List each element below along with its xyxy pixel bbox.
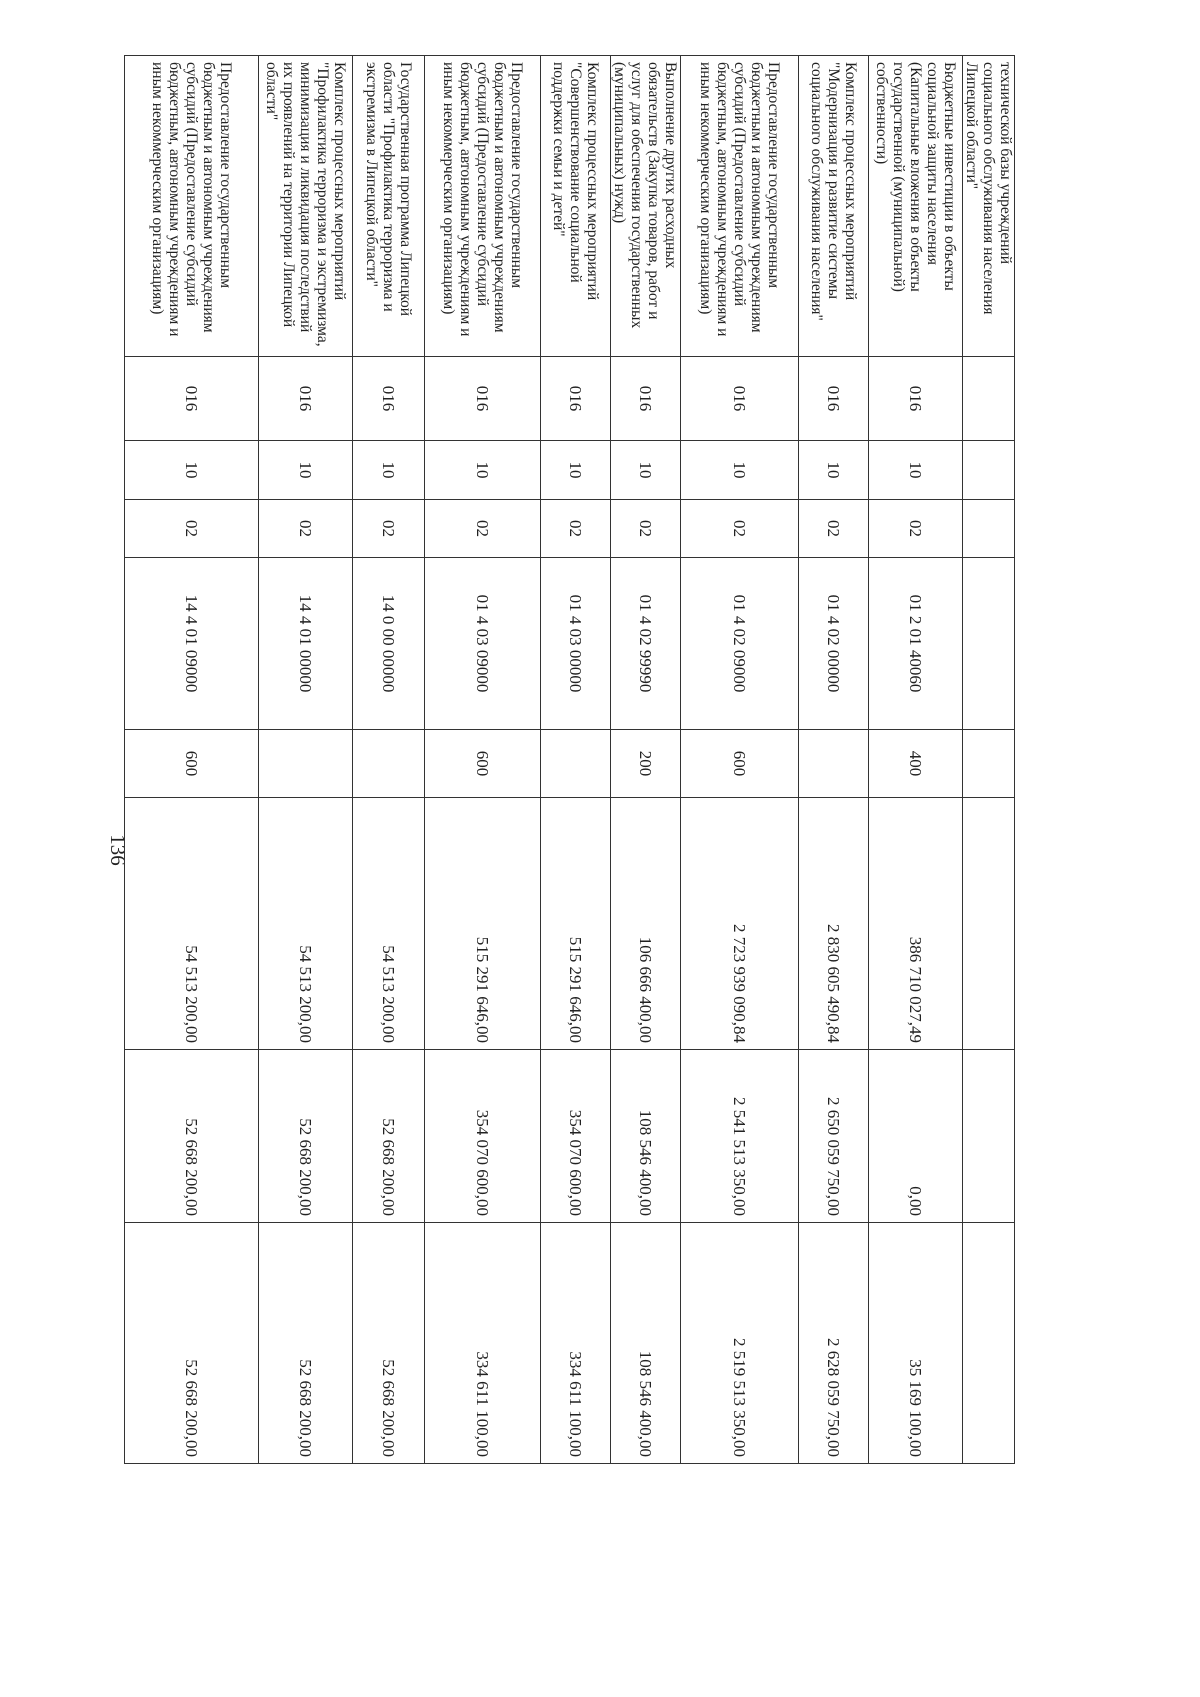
gr-code: 016 xyxy=(869,357,963,441)
target-article-code: 01 4 02 09000 xyxy=(681,558,799,730)
budget-table xyxy=(124,55,1015,1464)
expense-type-code: 600 xyxy=(425,730,541,798)
table-row xyxy=(681,56,799,1464)
target-article-code: 14 4 01 00000 xyxy=(259,558,353,730)
amount-year-1: 106 666 400,00 xyxy=(611,798,681,1050)
table-row xyxy=(353,56,425,1464)
amount-year-2: 2 650 059 750,00 xyxy=(799,1050,869,1223)
gr-code: 016 xyxy=(799,357,869,441)
subsection-code: 02 xyxy=(353,500,425,558)
amount-year-3: 2 628 059 750,00 xyxy=(799,1223,869,1464)
amount-year-1: 54 513 200,00 xyxy=(259,798,353,1050)
target-article-code: 01 4 02 99990 xyxy=(611,558,681,730)
target-article-code: 01 2 01 40060 xyxy=(869,558,963,730)
gr-code: 016 xyxy=(541,357,611,441)
row-name: Комплекс процессных мероприятий "Совершенствование социальной поддержки семьи и детей" xyxy=(541,56,611,357)
row-name: Бюджетные инвестиции в объекты социальной защиты населения (Капитальные вложения в объекты государственной (муниципальной) собственности) xyxy=(869,56,963,357)
subsection-code: 02 xyxy=(611,500,681,558)
amount-year-3 xyxy=(963,1223,1015,1464)
table-row xyxy=(125,56,259,1464)
expense-type-code: 600 xyxy=(681,730,799,798)
target-article-code: 01 4 02 00000 xyxy=(799,558,869,730)
expense-type-code xyxy=(259,730,353,798)
row-name: Предоставление государственным бюджетным и автономным учреждениям субсидий (Предоставление субсидий бюджетным, автономным учреждениям и иным некоммерческим организациям) xyxy=(681,56,799,357)
target-article-code: 14 0 00 00000 xyxy=(353,558,425,730)
amount-year-3: 334 611 100,00 xyxy=(541,1223,611,1464)
amount-year-2: 52 668 200,00 xyxy=(259,1050,353,1223)
gr-code: 016 xyxy=(611,357,681,441)
amount-year-3: 2 519 513 350,00 xyxy=(681,1223,799,1464)
amount-year-2: 0,00 xyxy=(869,1050,963,1223)
amount-year-3: 108 546 400,00 xyxy=(611,1223,681,1464)
row-name: Комплекс процессных мероприятий "Модернизация и развитие системы социального обслуживания населения" xyxy=(799,56,869,357)
expense-type-code: 600 xyxy=(125,730,259,798)
gr-code: 016 xyxy=(259,357,353,441)
amount-year-2: 354 070 600,00 xyxy=(541,1050,611,1223)
expense-type-code: 400 xyxy=(869,730,963,798)
amount-year-2: 52 668 200,00 xyxy=(125,1050,259,1223)
row-name: Предоставление государственным бюджетным и автономным учреждениям субсидий (Предоставление субсидий бюджетным, автономным учреждениям и иным некоммерческим организациям) xyxy=(425,56,541,357)
table-row xyxy=(425,56,541,1464)
amount-year-1: 2 723 939 090,84 xyxy=(681,798,799,1050)
subsection-code: 02 xyxy=(869,500,963,558)
target-article-code xyxy=(963,558,1015,730)
section-code: 10 xyxy=(353,441,425,500)
gr-code: 016 xyxy=(125,357,259,441)
table-row xyxy=(259,56,353,1464)
expense-type-code xyxy=(799,730,869,798)
target-article-code: 01 4 03 00000 xyxy=(541,558,611,730)
row-name: Комплекс процессных мероприятий "Профилактика терроризма и экстремизма, минимизация и ликвидация последствий их проявлений на территории Липецкой области" xyxy=(259,56,353,357)
amount-year-1: 54 513 200,00 xyxy=(353,798,425,1050)
target-article-code: 01 4 03 09000 xyxy=(425,558,541,730)
row-name: технической базы учреждений социального обслуживания населения Липецкой области" xyxy=(963,56,1015,357)
gr-code: 016 xyxy=(353,357,425,441)
subsection-code: 02 xyxy=(799,500,869,558)
amount-year-2 xyxy=(963,1050,1015,1223)
table-row xyxy=(963,56,1015,1464)
section-code: 10 xyxy=(611,441,681,500)
amount-year-2: 52 668 200,00 xyxy=(353,1050,425,1223)
budget-table-rotated xyxy=(125,55,1015,1463)
subsection-code: 02 xyxy=(425,500,541,558)
subsection-code: 02 xyxy=(681,500,799,558)
amount-year-2: 2 541 513 350,00 xyxy=(681,1050,799,1223)
table-row xyxy=(799,56,869,1464)
section-code: 10 xyxy=(541,441,611,500)
subsection-code: 02 xyxy=(259,500,353,558)
section-code: 10 xyxy=(125,441,259,500)
section-code: 10 xyxy=(259,441,353,500)
subsection-code: 02 xyxy=(541,500,611,558)
section-code: 10 xyxy=(425,441,541,500)
row-name: Государственная программа Липецкой области "Профилактика терроризма и экстремизма в Липецкой области" xyxy=(353,56,425,357)
expense-type-code xyxy=(541,730,611,798)
row-name: Выполнение других расходных обязательств (Закупка товаров, работ и услуг для обеспечения государственных (муниципальных) нужд) xyxy=(611,56,681,357)
amount-year-1: 2 830 605 490,84 xyxy=(799,798,869,1050)
amount-year-3: 52 668 200,00 xyxy=(259,1223,353,1464)
amount-year-2: 354 070 600,00 xyxy=(425,1050,541,1223)
amount-year-1 xyxy=(963,798,1015,1050)
expense-type-code: 200 xyxy=(611,730,681,798)
table-row xyxy=(541,56,611,1464)
gr-code: 016 xyxy=(425,357,541,441)
expense-type-code xyxy=(353,730,425,798)
section-code: 10 xyxy=(869,441,963,500)
amount-year-1: 386 710 027,49 xyxy=(869,798,963,1050)
table-row xyxy=(611,56,681,1464)
amount-year-1: 54 513 200,00 xyxy=(125,798,259,1050)
amount-year-1: 515 291 646,00 xyxy=(541,798,611,1050)
page-number: 136 xyxy=(106,834,130,866)
amount-year-2: 108 546 400,00 xyxy=(611,1050,681,1223)
section-code: 10 xyxy=(799,441,869,500)
section-code: 10 xyxy=(681,441,799,500)
section-code xyxy=(963,441,1015,500)
subsection-code xyxy=(963,500,1015,558)
amount-year-3: 35 169 100,00 xyxy=(869,1223,963,1464)
expense-type-code xyxy=(963,730,1015,798)
amount-year-3: 52 668 200,00 xyxy=(125,1223,259,1464)
row-name: Предоставление государственным бюджетным и автономным учреждениям субсидий (Предоставление субсидий бюджетным, автономным учреждениям и иным некоммерческим организациям) xyxy=(125,56,259,357)
table-row xyxy=(869,56,963,1464)
target-article-code: 14 4 01 09000 xyxy=(125,558,259,730)
gr-code: 016 xyxy=(681,357,799,441)
subsection-code: 02 xyxy=(125,500,259,558)
gr-code xyxy=(963,357,1015,441)
amount-year-1: 515 291 646,00 xyxy=(425,798,541,1050)
amount-year-3: 334 611 100,00 xyxy=(425,1223,541,1464)
amount-year-3: 52 668 200,00 xyxy=(353,1223,425,1464)
